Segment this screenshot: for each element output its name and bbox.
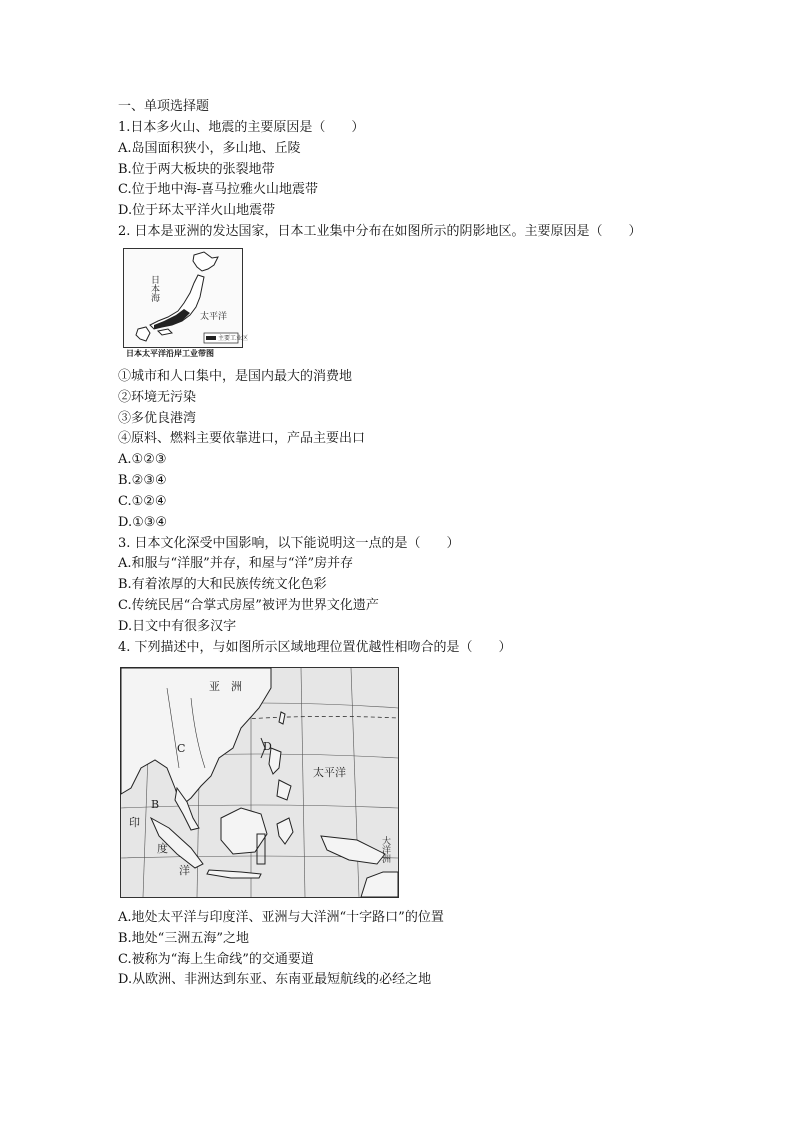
map-label-oceania: 大洋洲 [380, 836, 390, 863]
map-label-pacific-ocean: 太平洋 [313, 766, 346, 779]
q1-stem: 1.日本多火山、地震的主要原因是（ ） [118, 120, 365, 135]
q3-stem: 3. 日本文化深受中国影响，以下能说明这一点的是（ ） [118, 536, 460, 551]
map-label-b: B [151, 798, 160, 811]
southeast-asia-map [120, 667, 399, 898]
map-label-indian-2: 度 [157, 842, 168, 855]
q4-option-a: A.地处太平洋与印度洋、亚洲与大洋洲“十字路口”的位置 [118, 910, 444, 925]
q3-option-d: D.日文中有很多汉字 [118, 619, 237, 634]
map-label-sea-of-japan: 日本海 [149, 275, 159, 302]
q2-option-b: B.②③④ [118, 473, 167, 488]
map-label-d: D [263, 740, 272, 753]
q4-option-b: B.地处“三洲五海”之地 [118, 931, 249, 946]
q2-option-d: D.①③④ [118, 515, 168, 530]
map-label-pacific: 太平洋 [200, 312, 228, 322]
q1-option-b: B.位于两大板块的张裂地带 [118, 162, 275, 177]
japan-industry-map [123, 248, 249, 348]
map-legend-label: 主要工业区 [218, 335, 249, 342]
q2-statement-3: ③多优良港湾 [118, 411, 197, 426]
japan-map-caption: 日本太平洋沿岸工业带图 [126, 348, 214, 358]
q2-option-c: C.①②④ [118, 494, 167, 509]
q1-option-c: C.位于地中海-喜马拉雅火山地震带 [118, 182, 319, 197]
q2-option-a: A.①②③ [118, 452, 167, 467]
q2-stem: 2. 日本是亚洲的发达国家，日本工业集中分布在如图所示的阴影地区。主要原因是（ ） [118, 224, 642, 239]
q4-option-c: C.被称为“海上生命线”的交通要道 [118, 952, 314, 967]
map-label-c: C [177, 742, 186, 755]
q4-option-d: D.从欧洲、非洲达到东亚、东南亚最短航线的必经之地 [118, 972, 432, 987]
map-label-indian-1: 印 [129, 816, 140, 829]
map-label-asia: 亚 洲 [209, 680, 242, 693]
q2-statement-4: ④原料、燃料主要依靠进口，产品主要出口 [118, 431, 366, 446]
q2-statement-2: ②环境无污染 [118, 390, 197, 405]
map-label-indian-3: 洋 [179, 864, 190, 877]
q1-option-a: A.岛国面积狭小，多山地、丘陵 [118, 141, 301, 156]
q3-option-c: C.传统民居“合掌式房屋”被评为世界文化遗产 [118, 598, 379, 613]
q2-statement-1: ①城市和人口集中，是国内最大的消费地 [118, 369, 353, 384]
q3-option-b: B.有着浓厚的大和民族传统文化色彩 [118, 577, 327, 592]
q1-option-d: D.位于环太平洋火山地震带 [118, 203, 276, 218]
section-title: 一、单项选择题 [118, 99, 210, 114]
q4-stem: 4. 下列描述中，与如图所示区域地理位置优越性相吻合的是（ ） [118, 640, 512, 655]
southeast-asia-map-drawing [121, 668, 398, 897]
q3-option-a: A.和服与“洋服”并存，和屋与“洋”房并存 [118, 556, 354, 571]
